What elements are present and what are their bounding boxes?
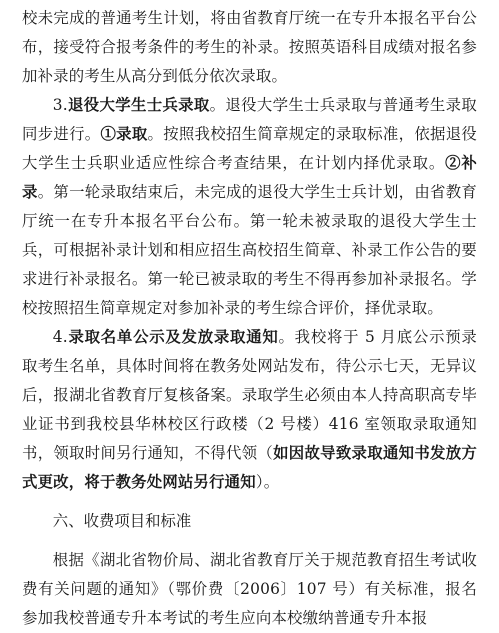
section-3-text-3: 。第一轮录取结束后，未完成的退役大学生士兵计划，由省教育厅统一在专升本报名平台公布。第一轮未被录取的退役大学生士兵，可根据补录计划和相应招生高校招生简章、补录工作公告的要求进行补录报名。第一轮已被录取的考生不得再参加补录报名。学校按照招生简章规定对参加补录的考生综合评价，择优录取。	[22, 183, 477, 317]
section-4-number: 4.	[52, 328, 68, 346]
section-4-paragraph	[22, 323, 477, 497]
paragraph-fees: 根据《湖北省物价局、湖北省教育厅关于规范教育招生考试收费有关问题的通知》（鄂价费〔2006〕107 号）有关标准，报名参加我校普通专升本考试的考生应向本校缴纳普通专升本报	[22, 551, 477, 627]
section-3-paragraph	[22, 91, 477, 323]
section-4-text-2: ）。	[255, 473, 280, 491]
section-3-text-2: 。按照我校招生简章规定的录取标准，依据退役大学生士兵职业适应性综合考查结果，在计划内择优录取。	[22, 125, 477, 172]
paragraph-intro: 校未完成的普通考生计划，将由省教育厅统一在专升本报名平台公布，接受符合报考条件的考生的补录。按照英语科目成绩对报名参加补录的考生从高分到低分依次录取。	[22, 9, 477, 85]
section-4-bold-note: 如因故导致录取通知书发放方式更改，将于教务处网站另行通知	[22, 444, 477, 491]
section-4-title: 录取名单公示及发放录取通知	[67, 328, 279, 346]
section-3-title: 退役大学生士兵录取	[67, 96, 210, 114]
section-3-admission-label: ①录取	[100, 125, 148, 143]
section-3-text-1: 。退役大学生士兵录取与普通考生录取同步进行。	[22, 96, 477, 143]
section-3-number: 3.	[52, 96, 68, 114]
section-4-text-1: 。我校将于 5 月底公示预录取考生名单，具体时间将在教务处网站发布，待公示七天，无异议后，报湖北省教育厅复核备案。录取学生必须由本人持高职高专毕业证书到我校县华林校区行政楼（2 号楼）416 室领取录取通知书，领取时间另行通知，不得代领（	[22, 328, 477, 462]
section-3-supplement-label: ②补录	[22, 154, 478, 201]
section-6-heading: 六、收费项目和标准	[52, 512, 192, 530]
